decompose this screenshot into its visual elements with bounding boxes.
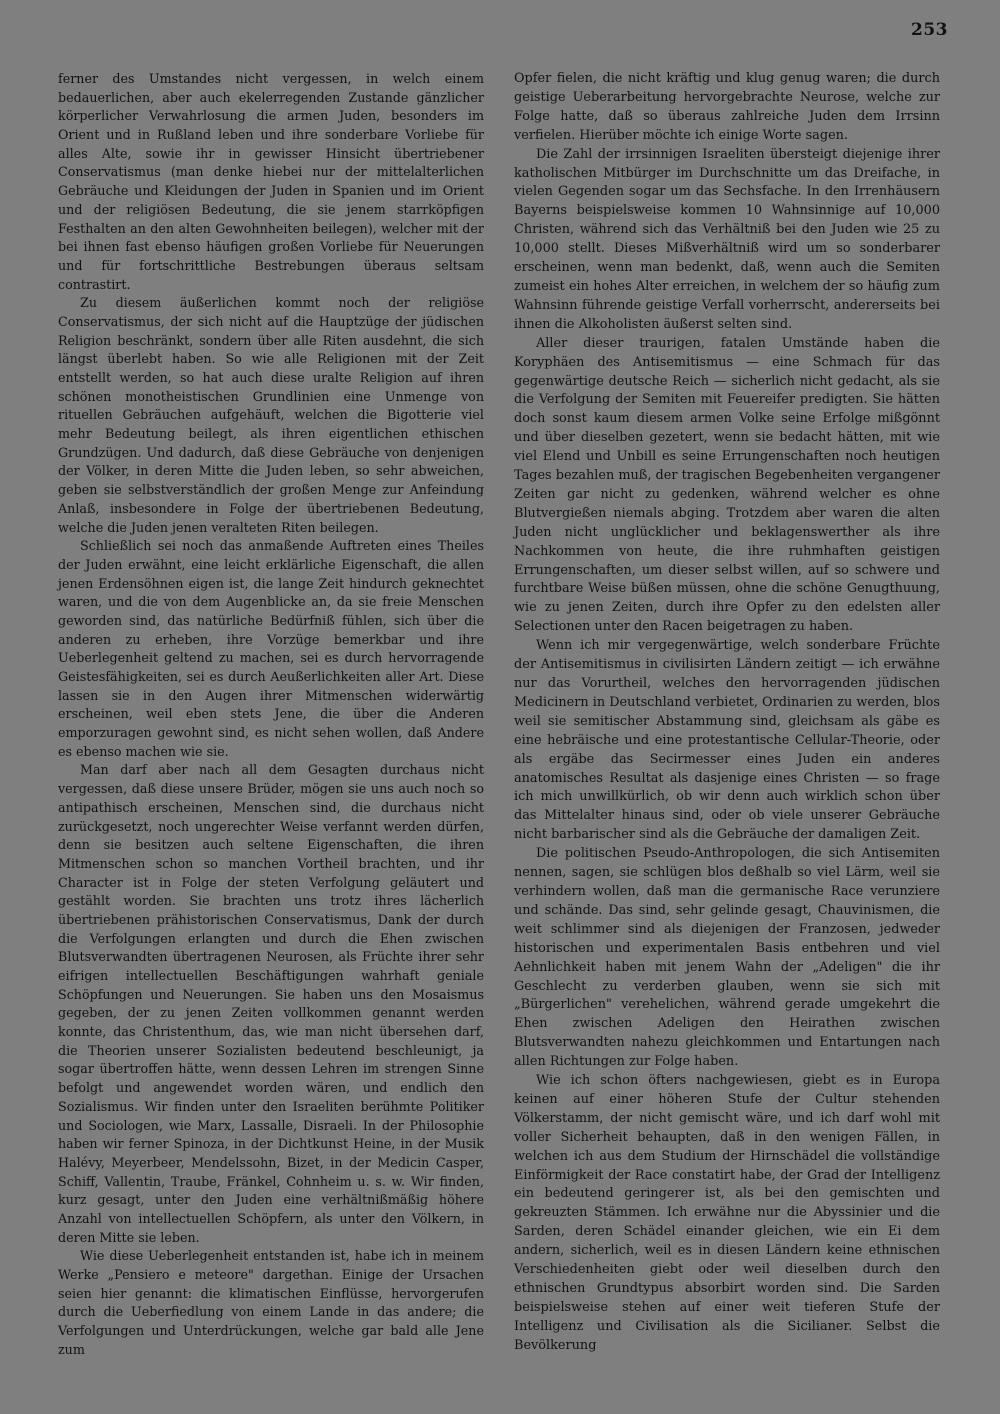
- left-column: [58, 70, 484, 1359]
- paragraph: Zu diesem äußerlichen kommt noch der religiöse Conservatismus, der sich nicht auf die Hauptzüge der jüdischen Religion beschränkt, sondern über alle Riten ausdehnt, die sich längst überlebt haben. So wie alle Religionen mit der Zeit entstellt werden, so hat auch diese uralte Religion auf ihren schönen monotheistischen Grundlinien eine Unmenge von rituellen Gebräuchen aufgehäuft, welchen die Bigotterie viel mehr Bedeutung beilegt, als ihren eigentlichen ethischen Grundzügen. Und dadurch, daß diese Gebräuche von denjenigen der Völker, in deren Mitte die Juden leben, so sehr abweichen, geben sie selbstverständlich der großen Menge zur Anfeindung Anlaß, insbesondere in Folge der übertriebenen Bedeutung, welche die Juden jenen veralteten Riten beilegen.: [58, 295, 484, 535]
- paragraph: Aller dieser traurigen, fatalen Umstände haben die Koryphäen des Antisemitismus — eine Schmach für das gegenwärtige deutsche Reich — sicherlich nicht gedacht, als sie die Verfolgung der Semiten mit Feuereifer predigten. Sie hätten doch sonst kaum diesem armen Volke seine Erfolge mißgönnt und über dieselben gezetert, wenn sie bedacht hätten, mit wie viel Elend und Unbill es seine Errungenschaften noch heutigen Tages bezahlen muß, der tragischen Begebenheiten vergangener Zeiten gar nicht zu gedenken, während welcher es ohne Blutvergießen niemals abging. Trotzdem aber waren die alten Juden nicht unglücklicher und beklagenswerther als ihre Nachkommen von heute, die ihre ruhmhaften geistigen Errungenschaften, um dieser selbst willen, auf so schwere und furchtbare Weise büßen müssen, ohne die schöne Genugthuung, wie zu jenen Zeiten, durch ihre Opfer zu den edelsten aller Selectionen unter den Racen beigetragen zu haben.: [514, 335, 940, 635]
- paragraph: Schließlich sei noch das anmaßende Auftreten eines Theiles der Juden erwähnt, eine leicht erklärliche Eigenschaft, die allen jenen Erdensöhnen eigen ist, die lange Zeit hindurch geknechtet waren, und die von dem Augenblicke an, da sie freie Menschen geworden sind, das natürliche Bedürfniß fühlen, sich über die anderen zu erheben, ihre Vorzüge bemerkbar und ihre Ueberlegenheit geltend zu machen, sei es durch hervorragende Geistesfähigkeiten, sei es durch Aeußerlichkeiten aller Art. Diese lassen sie in den Augen ihrer Mitmenschen widerwärtig erscheinen, weil eben stets Jene, die über die Anderen emporzuragen gewohnt sind, es nicht sehen wollen, daß Andere es ebenso machen wie sie.: [58, 538, 484, 759]
- paragraph: ferner des Umstandes nicht vergessen, in welch einem bedauerlichen, aber auch ekelerregenden Zustande gänzlicher körperlicher Verwahrlosung die armen Juden, besonders im Orient und in Rußland leben und ihre sonderbare Vorliebe für alles Alte, sowie ihr in gewisser Hinsicht übertriebener Conservatismus (man denke hiebei nur der mittelalterlichen Gebräuche und Kleidungen der Juden in Spanien und im Orient und der religiösen Bedeutung, die sie jenem starrköpfigen Festhalten an den alten Gewohnheiten beilegen), welcher mit der bei ihnen fast ebenso häufigen großen Vorliebe für Neuerungen und für fortschrittliche Bestrebungen überaus seltsam contrastirt.: [58, 71, 484, 292]
- paragraph: Opfer fielen, die nicht kräftig und klug genug waren; die durch geistige Ueberarbeitung hervorgebrachte Neurose, welche zur Folge hatte, daß so überaus zahlreiche Juden dem Irrsinn verfielen. Hierüber möchte ich einige Worte sagen.: [514, 71, 940, 143]
- paragraph: Wie diese Ueberlegenheit entstanden ist, habe ich in meinem Werke „Pensiero e meteore" dargethan. Einige der Ursachen seien hier genannt: die klimatischen Einflüsse, hervorgerufen durch die Ueberfiedlung von einem Lande in das andere; die Verfolgungen und Unterdrückungen, welche gar bald alle Jene zum: [58, 1248, 484, 1357]
- page-number: 253: [911, 20, 948, 40]
- right-column: [514, 70, 940, 1356]
- paragraph: Man darf aber nach all dem Gesagten durchaus nicht vergessen, daß diese unsere Brüder, mögen sie uns auch noch so antipathisch erscheinen, Menschen sind, die durchaus nicht zurückgesetzt, noch ungerechter Weise verfannt werden dürfen, denn sie besitzen auch seltene Eigenschaften, die ihren Mitmenschen schon so manchen Vortheil brachten, und ihr Character ist in Folge der steten Verfolgung geläutert und gestählt worden. Sie brachten uns trotz ihres lächerlich übertriebenen prähistorischen Conservatismus, Dank der durch die Verfolgungen erlangten und durch die Ehen zwischen Blutsverwandten übertragenen Neurosen, als Früchte ihrer sehr eifrigen intellectuellen Beschäftigungen wahrhaft geniale Schöpfungen und Neuerungen. Sie haben uns den Mosaismus gegeben, der zu jenen Zeiten vollkommen genannt werden konnte, das Christenthum, das, wie man nicht übersehen darf, die Theorien unserer Sozialisten bedeutend beschleunigt, ja sogar übertroffen hätte, wenn dessen Lehren im strengen Sinne befolgt und angewendet worden wären, und endlich den Sozialismus. Wir finden unter den Israeliten berühmte Politiker und Sociologen, wie Marx, Lassalle, Disraeli. In der Philosophie haben wir ferner Spinoza, in der Dichtkunst Heine, in der Musik Halévy, Meyerbeer, Mendelssohn, Bizet, in der Medicin Casper, Schiff, Vallentin, Traube, Fränkel, Cohnheim u. s. w. Wir finden, kurz gesagt, unter den Juden eine verhältnißmäßig höhere Anzahl von intellectuellen Schöpfern, als unter den Völkern, in deren Mitte sie leben.: [58, 762, 484, 1245]
- paragraph: Wie ich schon öfters nachgewiesen, giebt es in Europa keinen auf einer höheren Stufe der Cultur stehenden Völkerstamm, der nicht gemischt wäre, und ich darf wohl mit voller Sicherheit behaupten, daß in den wenigen Fällen, in welchen ich aus dem Studium der Hirnschädel die vollständige Einförmigkeit der Race constatirt habe, der Grad der Intelligenz ein bedeutend geringerer ist, als bei den gemischten und gekreuzten Stämmen. Ich erwähne nur die Abyssinier und die Sarden, deren Schädel einander gleichen, wie ein Ei dem andern, sicherlich, weil es in diesen Ländern keine ethnischen Verschiedenheiten giebt oder weil dieselben durch den ethnischen Grundtypus absorbirt worden sind. Die Sarden beispielsweise stehen auf einer weit tieferen Stufe der Intelligenz und Civilisation als die Sicilianer. Selbst die Bevölkerung: [514, 1073, 940, 1353]
- paragraph: Die politischen Pseudo-Anthropologen, die sich Antisemiten nennen, sagen, sie schlügen blos deßhalb so viel Lärm, weil sie verhindern wollen, daß man die germanische Race verunziere und schände. Das sind, sehr gelinde gesagt, Chauvinismen, die weit schlimmer sind als diejenigen der Franzosen, jedweder historischen und experimentalen Basis entbehren und viel Aehnlichkeit haben mit jenem Wahn der „Adeligen" die ihr Geschlecht zu verderben glauben, wenn sie sich mit „Bürgerlichen" verehelichen, während gerade umgekehrt die Ehen zwischen Adeligen den Heirathen zwischen Blutsverwandten nahezu gleichkommen und Entartungen nach allen Richtungen zur Folge haben.: [514, 846, 940, 1070]
- paragraph: Wenn ich mir vergegenwärtige, welch sonderbare Früchte der Antisemitismus in civilisirten Ländern zeitigt — ich erwähne nur das Vorurtheil, welches den hervorragenden jüdischen Medicinern in Deutschland verbietet, Ordinarien zu werden, blos weil sie semitischer Abstammung sind, gleichsam als gäbe es eine hebräische und eine protestantische Cellular-Theorie, oder als ergäbe das Secirmesser eines Juden ein anderes anatomisches Resultat als dasjenige eines Christen — so frage ich mich unwillkürlich, ob wir denn auch wirklich schon über das Mittelalter hinaus sind, oder ob viele unserer Gebräuche nicht barbarischer sind als die Gebräuche der damaligen Zeit.: [514, 638, 940, 843]
- paragraph: Die Zahl der irrsinnigen Israeliten übersteigt diejenige ihrer katholischen Mitbürger im Durchschnitte um das Dreifache, in vielen Gegenden sogar um das Sechsfache. In den Irrenhäusern Bayerns beispielsweise kommen 10 Wahnsinnige auf 10,000 Christen, während sich das Verhältniß bei den Juden wie 25 zu 10,000 stellt. Dieses Mißverhältniß wird um so sonderbarer erscheinen, wenn man bedenkt, daß, wenn auch die Semiten zumeist ein hohes Alter erreichen, in welchem der so häufig zum Wahnsinn führende geistige Verfall vorherrscht, andererseits bei ihnen die Alkoholisten äußerst selten sind.: [514, 146, 940, 332]
